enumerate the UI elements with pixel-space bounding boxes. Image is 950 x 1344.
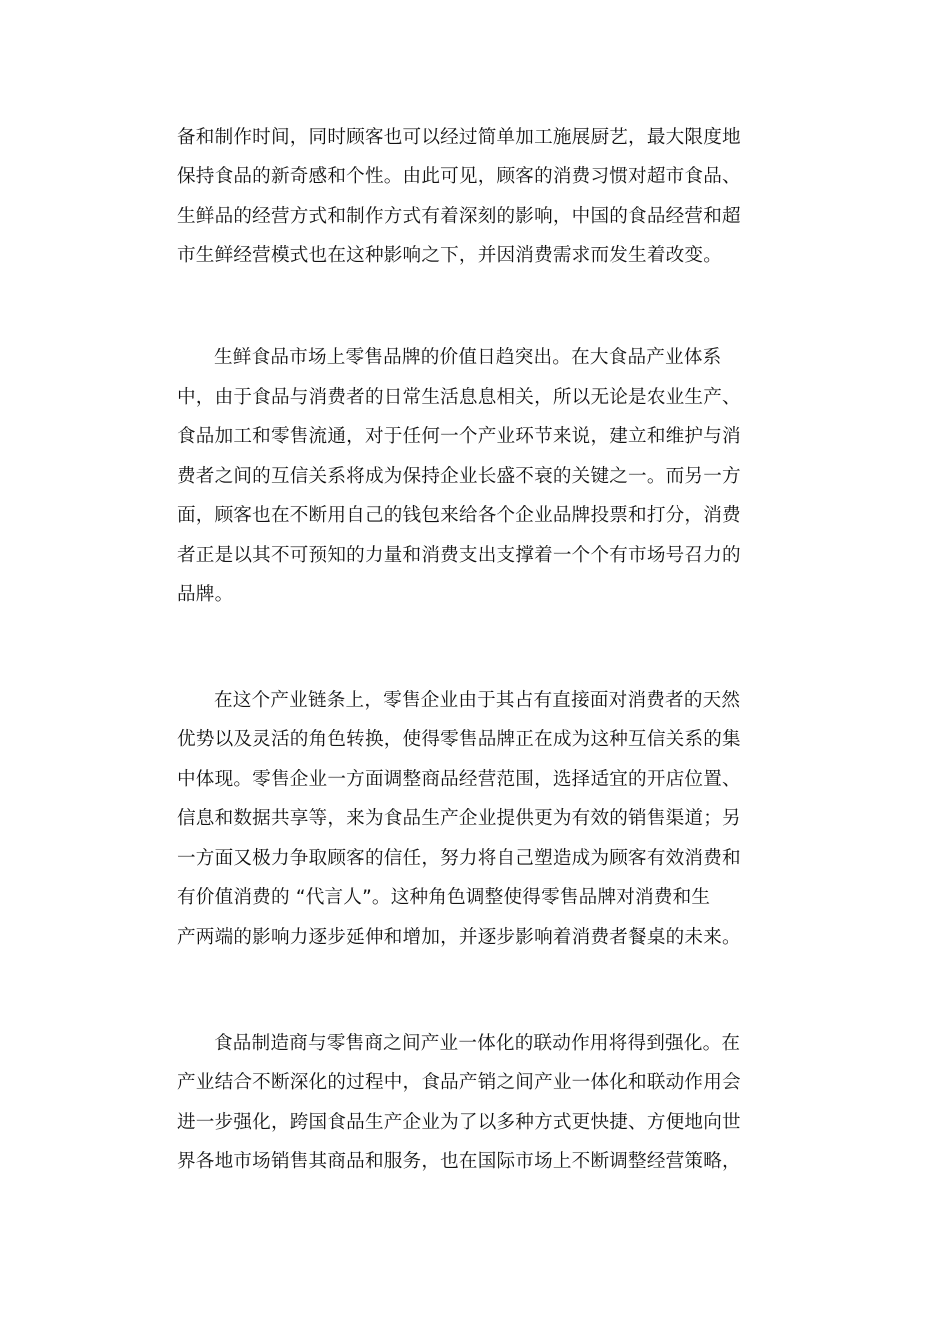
text-line: 产业结合不断深化的过程中，食品产销之间产业一体化和联动作用会 — [177, 1072, 741, 1093]
text-line: 费者之间的互信关系将成为保持企业长盛不衰的关键之一。而另一方 — [177, 466, 741, 487]
text-line: 食品加工和零售流通，对于任何一个产业环节来说，建立和维护与消 — [177, 426, 741, 447]
text-line: 中，由于食品与消费者的日常生活息息相关，所以无论是农业生产、 — [177, 387, 741, 408]
text-line: 产两端的影响力逐步延伸和增加，并逐步影响着消费者餐桌的未来。 — [177, 927, 741, 948]
text-line: 一方面又极力争取顾客的信任，努力将自己塑造成为顾客有效消费和 — [177, 848, 741, 869]
text-line: 生鲜食品市场上零售品牌的价值日趋突出。在大食品产业体系 — [214, 347, 722, 368]
text-line: 中体现。零售企业一方面调整商品经营范围，选择适宜的开店位置、 — [177, 769, 741, 790]
text-line: 品牌。 — [177, 584, 234, 605]
text-line: 进一步强化，跨国食品生产企业为了以多种方式更快捷、方便地向世 — [177, 1112, 741, 1133]
text-line: 优势以及灵活的角色转换，使得零售品牌正在成为这种互信关系的集 — [177, 729, 741, 750]
text-line: 在这个产业链条上，零售企业由于其占有直接面对消费者的天然 — [214, 690, 741, 711]
text-line: 保持食品的新奇感和个性。由此可见，顾客的消费习惯对超市食品、 — [177, 166, 741, 187]
text-line: 备和制作时间，同时顾客也可以经过简单加工施展厨艺，最大限度地 — [177, 127, 741, 148]
text-line: 面，顾客也在不断用自己的钱包来给各个企业品牌投票和打分，消费 — [177, 505, 741, 526]
text-line: 市生鲜经营模式也在这种影响之下，并因消费需求而发生着改变。 — [177, 245, 723, 266]
text-line: 生鲜品的经营方式和制作方式有着深刻的影响，中国的食品经营和超 — [177, 206, 741, 227]
text-line: 者正是以其不可预知的力量和消费支出支撑着一个个有市场号召力的 — [177, 545, 741, 566]
text-line: 食品制造商与零售商之间产业一体化的联动作用将得到强化。在 — [214, 1033, 741, 1054]
text-line: 界各地市场销售其商品和服务，也在国际市场上不断调整经营策略， — [177, 1151, 741, 1172]
text-line: 信息和数据共享等，来为食品生产企业提供更为有效的销售渠道；另 — [177, 808, 741, 829]
text-line: 有价值消费的 “代言人”。这种角色调整使得零售品牌对消费和生 — [177, 887, 711, 908]
